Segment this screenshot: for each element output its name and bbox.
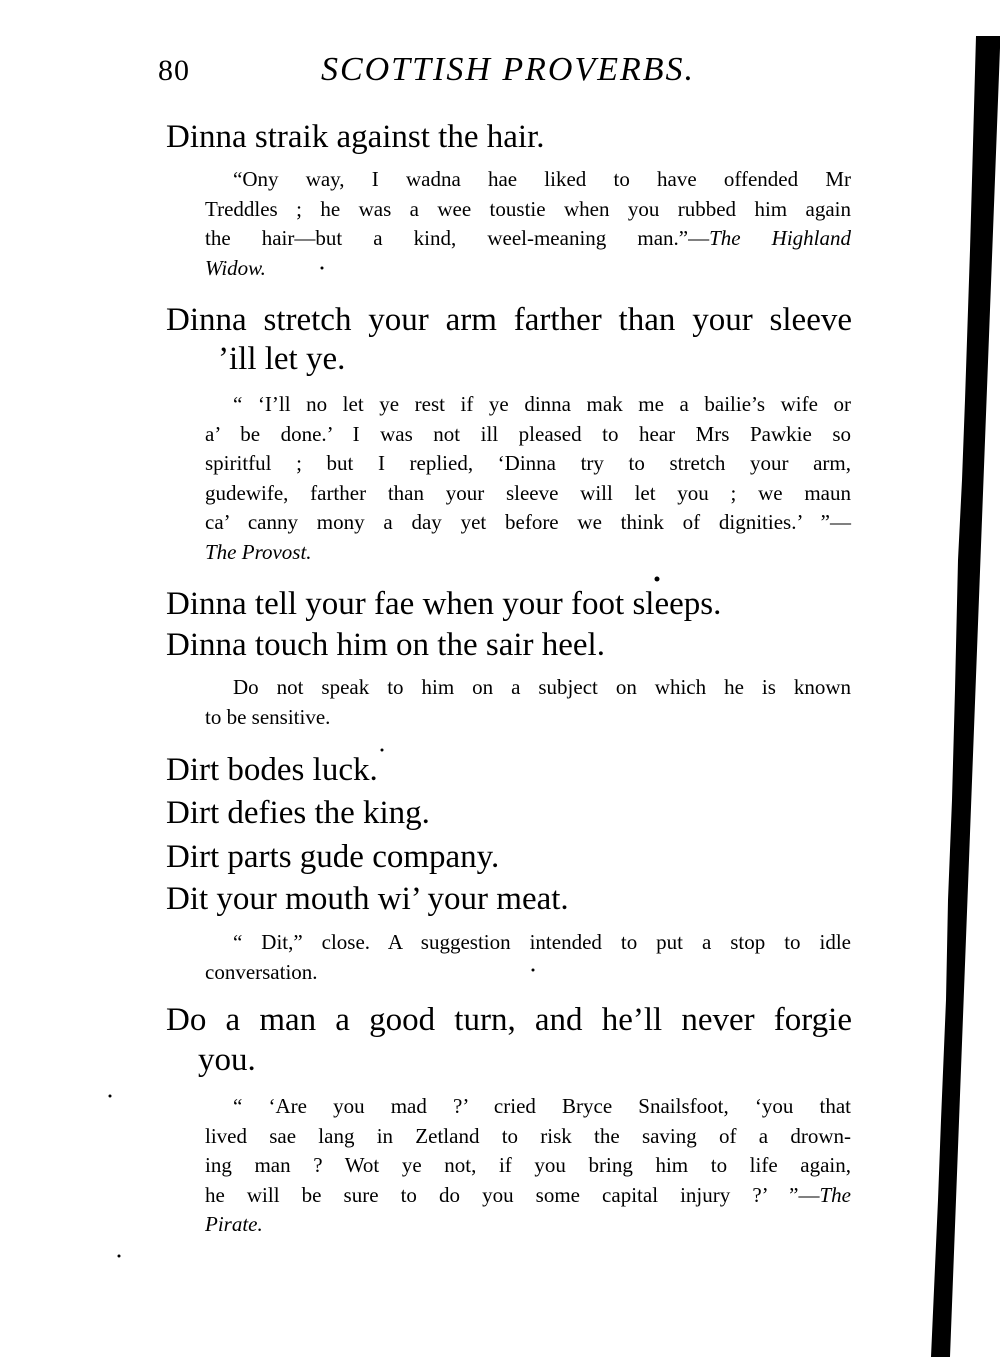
quote-text: lived sae lang in Zetland to risk the saving of a drown- <box>205 1123 851 1148</box>
quote-line <box>205 254 851 284</box>
source-title: The Highland <box>709 226 852 250</box>
note-block <box>205 928 851 987</box>
quote-line <box>205 224 851 254</box>
proverb-heading-continuation: you. <box>198 1042 256 1078</box>
running-head: SCOTTISH PROVERBS. <box>320 51 696 88</box>
quote-text: gudewife, farther than your sleeve will let you ; we maun <box>205 480 851 505</box>
note-block <box>205 673 851 732</box>
quote-line <box>205 420 851 450</box>
quote-line <box>205 449 851 479</box>
proverb-heading: Dinna straik against the hair. <box>166 119 545 155</box>
quote-text: “Ony way, I wadna hae liked to have offended Mr <box>233 167 851 191</box>
quote-block <box>205 390 851 567</box>
proverb-heading: Dirt parts gude company. <box>166 839 500 875</box>
quote-block <box>205 165 851 283</box>
quote-line <box>233 390 851 420</box>
scan-speck <box>655 577 660 582</box>
note-text: Do not speak to him on a subject on which he is known <box>233 675 851 699</box>
quote-text: he will be sure to do you some capital injury ?’ ”— <box>205 1182 820 1207</box>
binding-shadow-bar <box>931 36 1000 1357</box>
proverb-heading: Do a man a good turn, and he’ll never forgie <box>166 1002 852 1038</box>
quote-text: spiritful ; but I replied, ‘Dinna try to stretch your arm, <box>205 451 851 475</box>
source-title: Pirate. <box>205 1212 263 1236</box>
note-line <box>233 928 851 958</box>
source-title: The <box>819 1182 851 1207</box>
quote-block <box>205 1092 851 1240</box>
quote-text: ca’ canny mony a day yet before we think of dignities.’ ”— <box>205 510 851 534</box>
page-number: 80 <box>158 54 190 87</box>
quote-line <box>233 165 851 195</box>
source-title: The Provost. <box>205 539 312 564</box>
quote-line <box>205 479 851 509</box>
quote-line <box>205 508 851 538</box>
note-line <box>205 703 851 733</box>
source-title: Widow. <box>205 255 266 280</box>
scan-speck <box>109 1095 112 1098</box>
proverb-heading: Dinna tell your fae when your foot sleeps. <box>166 586 722 622</box>
scan-speck <box>118 1255 121 1258</box>
note-text: conversation. <box>205 959 318 984</box>
quote-line <box>205 195 851 225</box>
quote-line <box>205 1122 851 1152</box>
note-text: “ Dit,” close. A suggestion intended to put a stop to idle <box>233 930 851 954</box>
proverb-heading: Dinna touch him on the sair heel. <box>166 627 605 663</box>
quote-line <box>233 1092 851 1122</box>
quote-text: “ ‘Are you mad ?’ cried Bryce Snailsfoot, ‘you that <box>233 1094 851 1118</box>
proverb-heading: Dinna stretch your arm farther than your sleeve <box>166 302 852 338</box>
proverb-heading: Dirt bodes luck. <box>166 752 378 788</box>
note-line <box>205 958 851 988</box>
proverb-heading: Dit your mouth wi’ your meat. <box>166 881 569 917</box>
quote-text: ing man ? Wot ye not, if you bring him to life again, <box>205 1153 851 1177</box>
proverb-heading-continuation: ’ill let ye. <box>218 341 346 377</box>
quote-text: the hair—but a kind, weel-meaning man.”— <box>205 226 710 250</box>
quote-line <box>205 1181 851 1211</box>
quote-text: a’ be done.’ I was not ill pleased to hear Mrs Pawkie so <box>205 421 851 446</box>
quote-line <box>205 538 851 568</box>
quote-text: “ ‘I’ll no let ye rest if ye dinna mak me a bailie’s wife or <box>233 392 851 416</box>
note-line <box>233 673 851 703</box>
proverb-heading: Dirt defies the king. <box>166 795 430 831</box>
note-text: to be sensitive. <box>205 704 331 729</box>
quote-text: Treddles ; he was a wee toustie when you rubbed him again <box>205 196 851 221</box>
quote-line <box>205 1210 851 1240</box>
quote-line <box>205 1151 851 1181</box>
